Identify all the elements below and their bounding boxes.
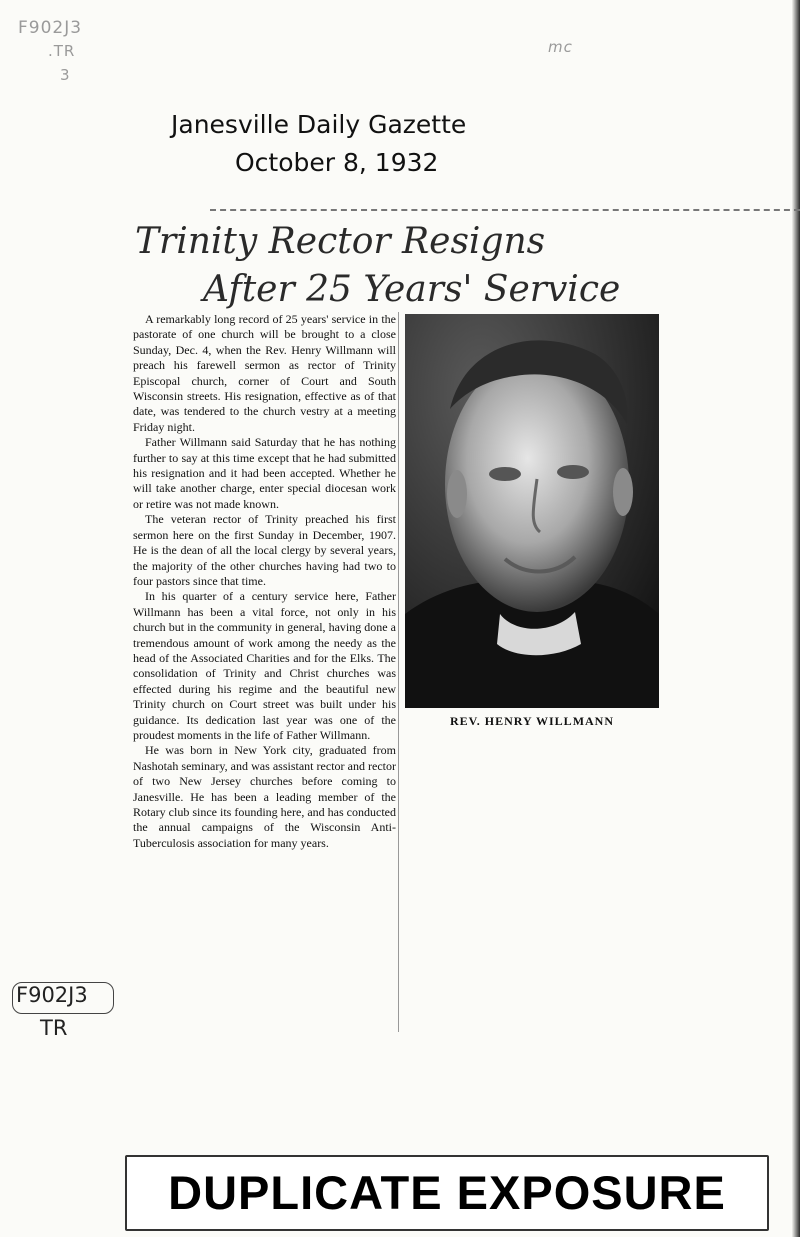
margin-note-top-right-initials: mc <box>548 38 573 56</box>
margin-note-bottom-left-code: F902J3 <box>16 983 88 1007</box>
column-divider <box>398 312 399 1032</box>
article-headline <box>135 218 675 314</box>
article-paragraph: A remarkably long record of 25 years' service in the pastorate of one church will be brought to a close Sunday, Dec. 4, when the Rev. Henry Willmann will preach his farewell sermon as rector of Trinity Episcopal church, corner of Court and South Wisconsin streets. His resignation, effective as of that date, was tendered to the church vestry at a meeting Friday night. <box>133 312 396 434</box>
duplicate-exposure-banner <box>125 1155 769 1231</box>
portrait-photo <box>405 314 659 708</box>
article-paragraph: Father Willmann said Saturday that he has nothing further to say at this time except that he had submitted his resignation and it had been accepted. Whether he will take another charge, enter special diocesan work or retire was not made known. <box>133 435 396 511</box>
clipping-source <box>165 106 525 182</box>
margin-note-top-left-mark: 3 <box>60 66 71 84</box>
newspaper-name: Janesville Daily Gazette <box>171 110 467 139</box>
margin-note-top-left-sub: .TR <box>48 42 76 60</box>
clipping-top-edge <box>210 209 800 211</box>
duplicate-exposure-label: DUPLICATE EXPOSURE <box>168 1166 726 1219</box>
portrait-illustration <box>405 314 659 708</box>
headline-line-1: Trinity Rector Resigns <box>135 221 546 262</box>
article-paragraph: The veteran rector of Trinity preached his first sermon here on the first Sunday in December, 1907. He is the dean of all the local clergy by several years, the majority of the other churches having had two to four pastors since that time. <box>133 512 396 588</box>
article-paragraph: In his quarter of a century service here, Father Willmann has been a vital force, not only in his church but in the community in general, having done a tremendous amount of work among the needy as the head of the Associated Charities and for the Elks. The consolidation of Trinity and Christ churches was effected during his regime and the beautiful new Trinity church on Court street was built under his guidance. Its dedication last year was one of the proudest moments in the life of Father Willmann. <box>133 589 396 742</box>
page-edge-shadow <box>792 0 800 1237</box>
margin-note-bottom-left-sub: TR <box>40 1016 68 1040</box>
article-paragraph: He was born in New York city, graduated from Nashotah seminary, and was assistant rector and rector of two New Jersey churches before coming to Janesville. He has been a leading member of the Rotary club since its founding here, and has conducted the annual campaigns of the Wisconsin Anti-Tuberculosis association for many years. <box>133 743 396 850</box>
photo-caption: REV. HENRY WILLMANN <box>449 714 615 728</box>
clipping-date: October 8, 1932 <box>235 148 439 177</box>
headline-line-2: After 25 Years' Service <box>203 269 621 310</box>
margin-note-top-left-code: F902J3 <box>18 18 83 38</box>
article-body <box>133 312 396 851</box>
